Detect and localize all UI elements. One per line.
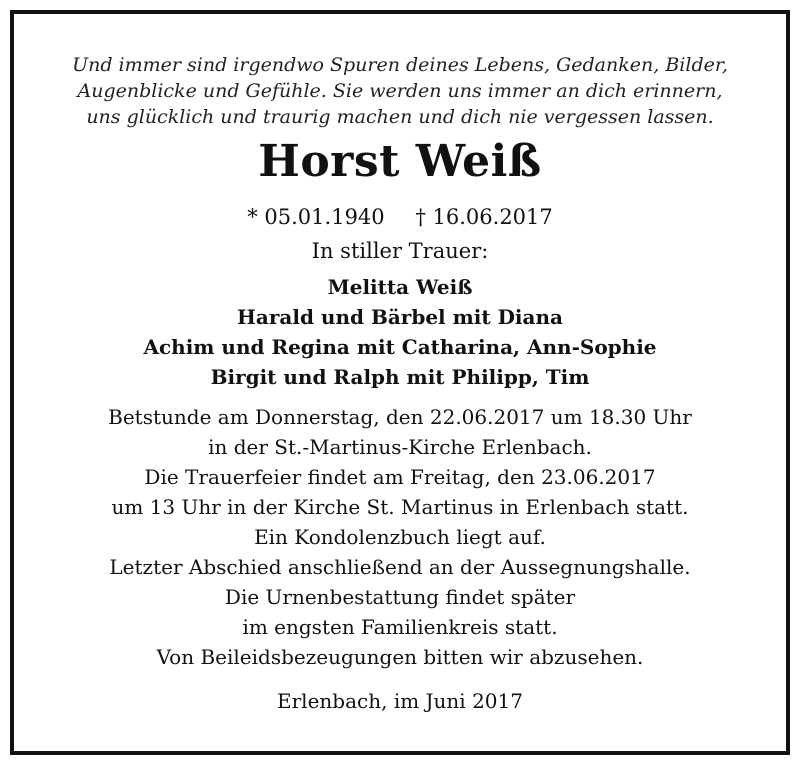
mourners-list xyxy=(14,272,786,392)
mourner-line: Harald und Bärbel mit Diana xyxy=(237,305,563,329)
obituary-frame xyxy=(10,10,790,755)
memorial-quote xyxy=(30,52,770,130)
mourner-line: Birgit und Ralph mit Philipp, Tim xyxy=(210,365,590,389)
obituary-content xyxy=(14,52,786,716)
mourner-line: Achim und Regina mit Catharina, Ann-Sophie xyxy=(143,335,657,359)
quote-line: Und immer sind irgendwo Spuren deines Lebens, Gedanken, Bilder, xyxy=(72,54,728,76)
service-info xyxy=(14,402,786,672)
birth-date: * 05.01.1940 xyxy=(247,205,385,229)
quote-line: Augenblicke und Gefühle. Sie werden uns immer an dich erinnern, xyxy=(77,80,723,102)
info-line: im engsten Familienkreis statt. xyxy=(242,615,558,639)
info-line: in der St.-Martinus-Kirche Erlenbach. xyxy=(208,435,592,459)
quote-line: uns glücklich und traurig machen und dich nie vergessen lassen. xyxy=(86,106,714,128)
place-date: Erlenbach, im Juni 2017 xyxy=(277,689,523,713)
info-line: Ein Kondolenzbuch liegt auf. xyxy=(254,525,546,549)
info-line: Von Beileidsbezeugungen bitten wir abzusehen. xyxy=(156,645,644,669)
info-line: Die Urnenbestattung findet später xyxy=(224,585,576,609)
deceased-name: Horst Weiß xyxy=(258,136,542,187)
life-dates xyxy=(14,202,786,232)
info-line: Betstunde am Donnerstag, den 22.06.2017 um 18.30 Uhr xyxy=(108,405,692,429)
info-line: Die Trauerfeier findet am Freitag, den 23.06.2017 xyxy=(144,465,656,489)
info-line: um 13 Uhr in der Kirche St. Martinus in Erlenbach statt. xyxy=(111,495,689,519)
mourner-line: Melitta Weiß xyxy=(327,275,473,299)
info-line: Letzter Abschied anschließend an der Aussegnungshalle. xyxy=(109,555,691,579)
mourning-intro: In stiller Trauer: xyxy=(311,239,489,263)
death-date: † 16.06.2017 xyxy=(415,205,553,229)
